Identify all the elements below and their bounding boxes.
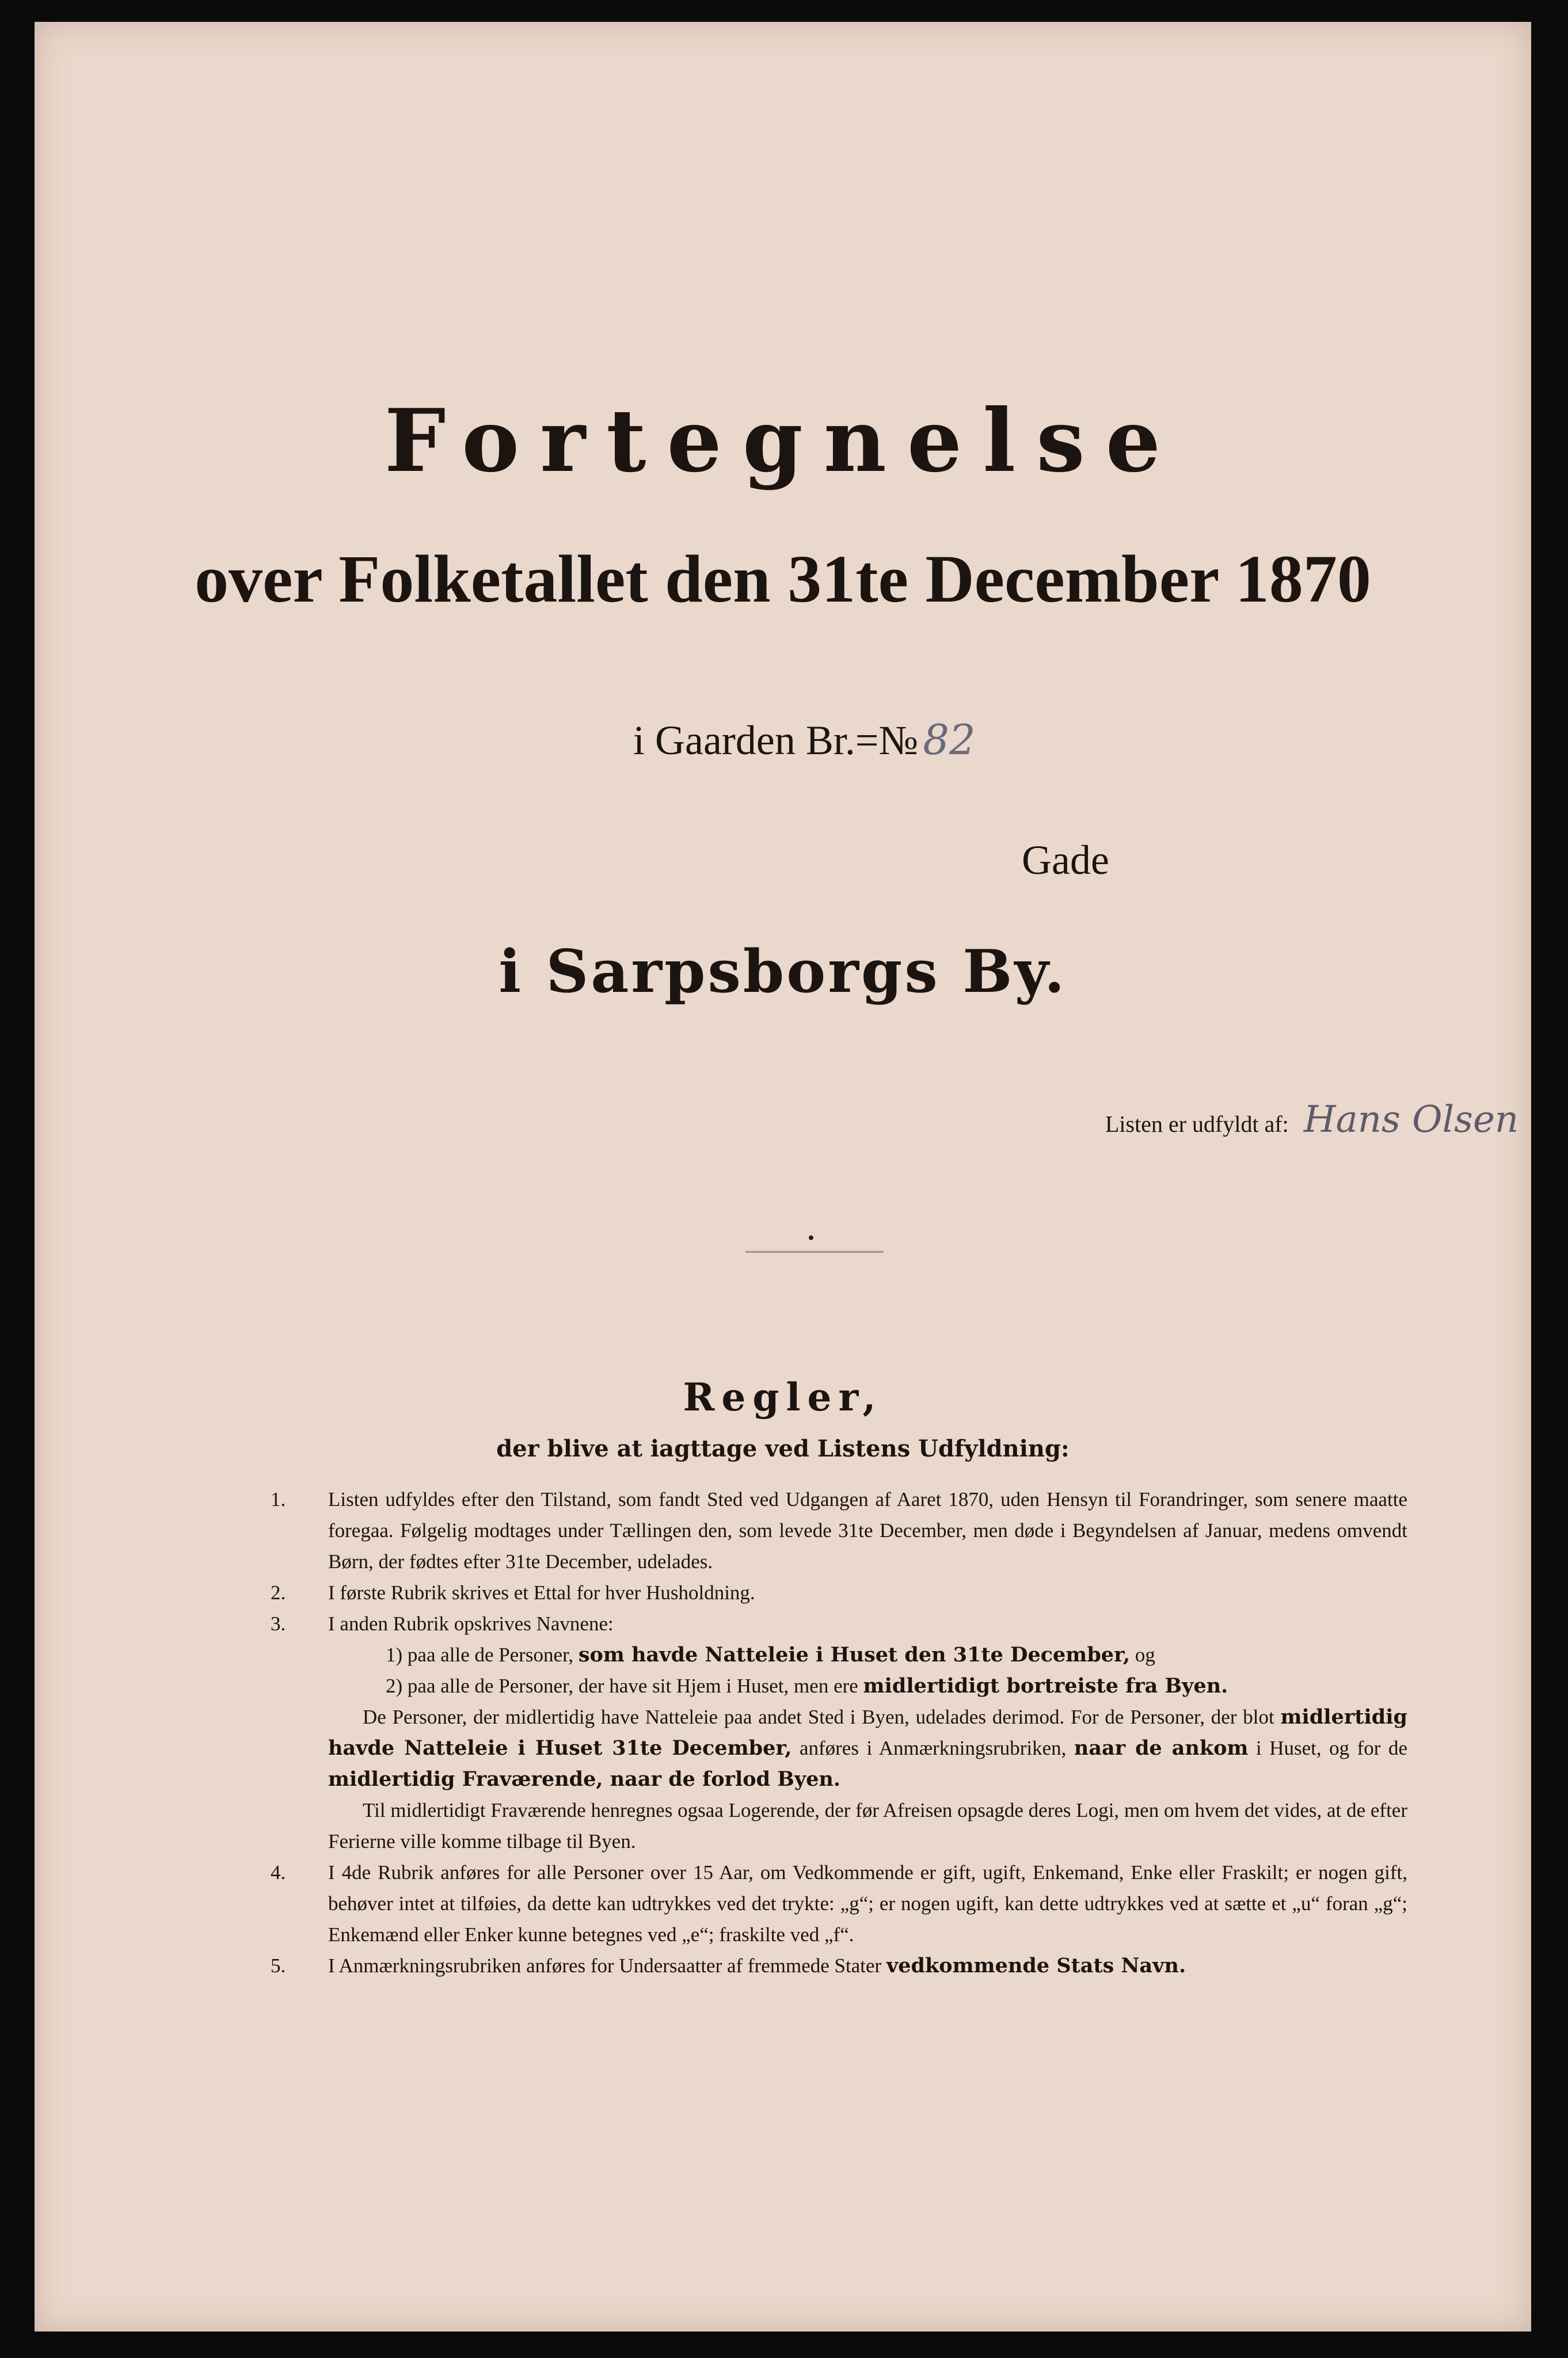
rule-emphasis: midlertidigt bortreiste fra Byen. bbox=[863, 1674, 1228, 1698]
gaard-line bbox=[633, 716, 976, 765]
divider-dot bbox=[809, 1235, 813, 1240]
rule-text: 1) paa alle de Personer, bbox=[386, 1644, 574, 1666]
rule-emphasis: midlertidig Fraværende, naar de forlod Byen. bbox=[328, 1767, 841, 1791]
rule-2 bbox=[271, 1577, 1407, 1608]
form-subtitle: over Folketallet den 31te December 1870 bbox=[195, 541, 1371, 617]
rule-text: og bbox=[1135, 1644, 1155, 1666]
rules-list bbox=[271, 1484, 1407, 1982]
filled-by-signature: Hans Olsen bbox=[1303, 1098, 1519, 1141]
rule-number: 1. bbox=[271, 1488, 286, 1511]
rule-emphasis: vedkommende Stats Navn. bbox=[886, 1954, 1186, 1977]
form-title: Fortegnelse bbox=[384, 390, 1182, 492]
rule-intro: I anden Rubrik opskrives Navnene: bbox=[328, 1612, 614, 1635]
census-form-page bbox=[35, 22, 1531, 2332]
rule-text: I Anmærkningsrubriken anføres for Undersaatter af fremmede Stater bbox=[328, 1954, 882, 1977]
rule-4 bbox=[271, 1857, 1407, 1950]
gade-label: Gade bbox=[1022, 837, 1109, 883]
filled-by-label: Listen er udfyldt af: bbox=[1105, 1111, 1289, 1137]
rule-emphasis: naar de ankom bbox=[1074, 1736, 1249, 1760]
rule-3-item-2 bbox=[328, 1671, 1407, 1702]
gaard-number-handwritten: 82 bbox=[923, 716, 976, 764]
rule-3-paragraph-2: Til midlertidigt Fraværende henregnes ogsaa Logerende, der før Afreisen opsagde deres Logi, men om hvem det vides, at de efter Ferierne ville komme tilbage til Byen. bbox=[328, 1799, 1407, 1853]
rule-number: 3. bbox=[271, 1612, 286, 1635]
rule-5 bbox=[271, 1950, 1407, 1982]
filled-by-line bbox=[1105, 1098, 1518, 1141]
rule-text: I første Rubrik skrives et Ettal for hver Husholdning. bbox=[328, 1581, 755, 1604]
rule-number: 4. bbox=[271, 1861, 286, 1884]
rule-number: 5. bbox=[271, 1954, 286, 1977]
rule-3 bbox=[271, 1608, 1407, 1857]
rules-subheading: der blive at iagttage ved Listens Udfyldning: bbox=[496, 1435, 1070, 1462]
city-heading: i Sarpsborgs By. bbox=[498, 937, 1067, 1006]
rule-3-paragraph-1 bbox=[328, 1702, 1407, 1795]
rule-1 bbox=[271, 1484, 1407, 1577]
rule-text: i Huset, og for de bbox=[1256, 1737, 1407, 1759]
rule-3-item-1 bbox=[328, 1640, 1407, 1671]
divider bbox=[745, 1251, 884, 1253]
rule-text: I 4de Rubrik anføres for alle Personer over 15 Aar, om Vedkommende er gift, ugift, Enkemand, Enke eller Fraskilt; er nogen gift, behøver intet at tilføies, da dette kan udtrykkes ved det trykte: „g“; er nogen ugift, kan dette udtrykkes ved at sætte et „u“ foran „g“; Enkemænd eller Enker kunne betegnes ved „e“; fraskilte ved „f“. bbox=[328, 1861, 1407, 1946]
rule-text: anføres i Anmærkningsrubriken, bbox=[799, 1737, 1067, 1759]
rule-text: De Personer, der midlertidig have Natteleie paa andet Sted i Byen, udelades derimod. For de Personer, der blot bbox=[363, 1706, 1274, 1728]
rule-emphasis: midlertidig havde Natteleie i Huset 31te December, bbox=[328, 1705, 1408, 1760]
gaard-label: i Gaarden Br.=№ bbox=[633, 717, 919, 763]
rule-text: Listen udfyldes efter den Tilstand, som fandt Sted ved Udgangen af Aaret 1870, uden Hensyn til Forandringer, som senere maatte foregaa. Følgelig modtages under Tællingen den, som levede 31te December, men døde i Begyndelsen af Januar, medens omvendt Børn, der fødtes efter 31te December, udelades. bbox=[328, 1488, 1407, 1573]
rule-number: 2. bbox=[271, 1581, 286, 1604]
rule-emphasis: som havde Natteleie i Huset den 31te December, bbox=[578, 1643, 1131, 1667]
rules-heading: Regler, bbox=[683, 1375, 883, 1420]
rule-text: 2) paa alle de Personer, der have sit Hjem i Huset, men ere bbox=[386, 1675, 858, 1697]
